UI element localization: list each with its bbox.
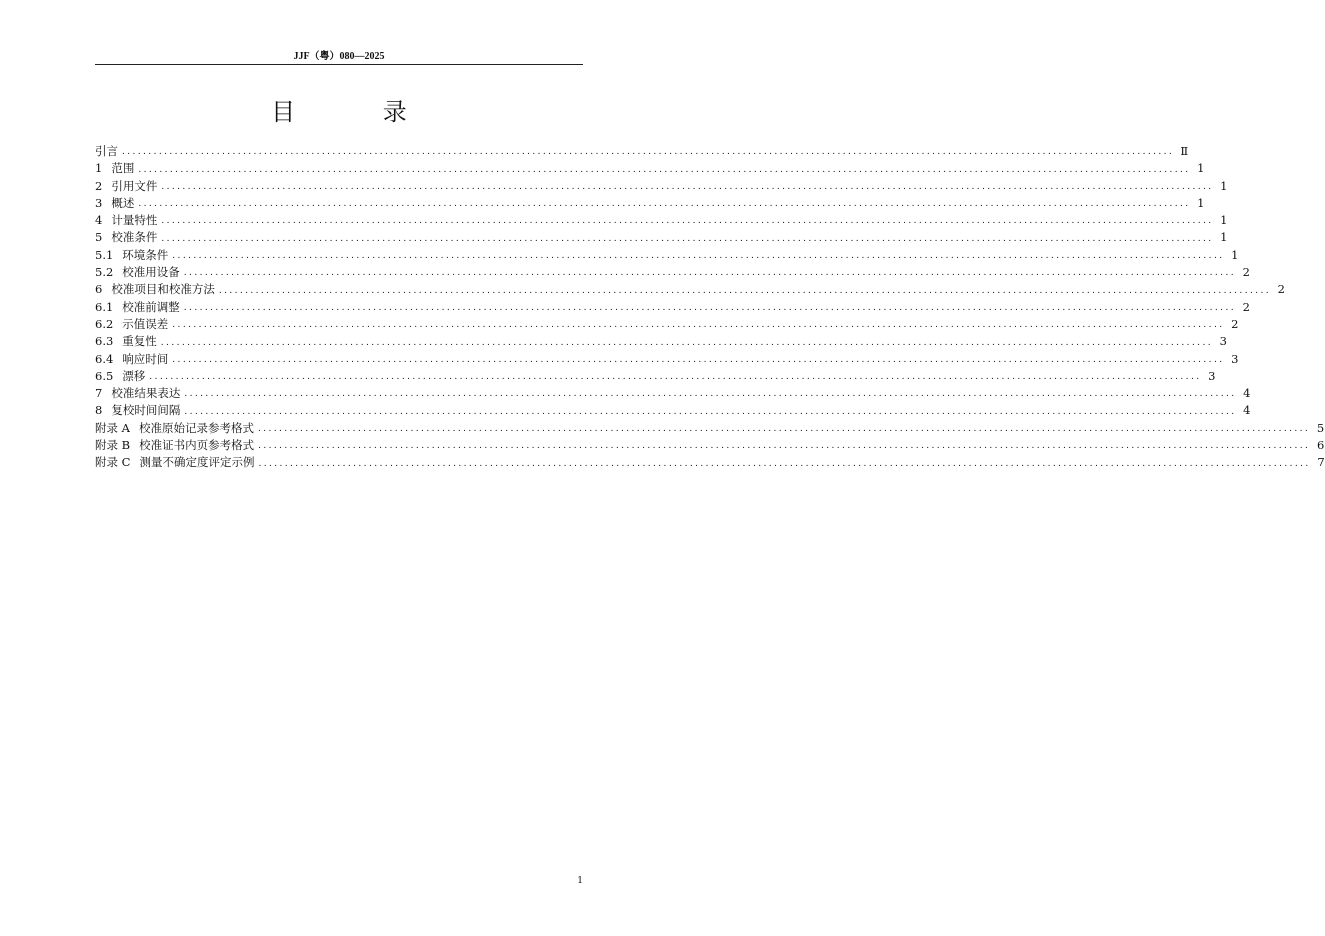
toc-entry-page: 3: [1219, 334, 1227, 349]
toc-entry-page: 4: [1243, 386, 1251, 401]
toc-entry[interactable]: [95, 420, 1325, 437]
toc-leader-dots: ........................................................................................................................................................................................................: [172, 354, 1225, 365]
toc-entry-label: 引言: [95, 144, 118, 158]
toc-entry-number: 7: [95, 386, 103, 401]
toc-entry-page: 1: [1197, 195, 1205, 210]
toc-leader-dots: ........................................................................................................................................................................................................: [172, 251, 1225, 262]
toc-entry-page: 2: [1277, 282, 1285, 297]
page-number: 1: [577, 876, 583, 886]
toc-entry-page: 7: [1317, 455, 1325, 470]
toc-entry[interactable]: [95, 402, 1251, 419]
toc-entry[interactable]: [95, 333, 1227, 350]
toc-entry-number: 2: [95, 178, 103, 193]
toc-entry-number: 附录 A: [95, 420, 130, 435]
toc-entry-label: 校准原始记录参考格式: [138, 420, 254, 435]
toc-entry[interactable]: [95, 385, 1251, 402]
toc-entry-number: 6.1: [95, 299, 114, 314]
toc-leader-dots: ........................................................................................................................................................................................................: [257, 424, 1311, 435]
toc-leader-dots: ........................................................................................................................................................................................................: [160, 337, 1213, 348]
toc-entry-label: 复校时间间隔: [111, 403, 181, 418]
toc-entry-number: 5.1: [95, 247, 114, 262]
toc-entry-number: 附录 B: [95, 438, 131, 453]
toc-entry[interactable]: [95, 368, 1216, 385]
toc-entry-label: 校准条件: [111, 230, 158, 245]
toc-leader-dots: ........................................................................................................................................................................................................: [258, 441, 1311, 452]
toc-entry-number: 5.2: [95, 265, 114, 280]
toc-leader-dots: ........................................................................................................................................................................................................: [184, 389, 1237, 400]
toc-entry-label: 计量特性: [111, 213, 158, 228]
toc-leader-dots: ........................................................................................................................................................................................................: [161, 233, 1214, 244]
toc-entry-page: 1: [1220, 230, 1228, 245]
toc-entry-number: 3: [95, 195, 103, 210]
toc-leader-dots: ........................................................................................................................................................................................................: [184, 406, 1237, 417]
toc-entry-page: 1: [1231, 247, 1239, 262]
toc-entry-number: 附录 C: [95, 455, 131, 470]
page-title: 目 录: [271, 98, 447, 126]
toc-entry-label: 响应时间: [122, 351, 169, 366]
toc-entry-label: 校准结果表达: [111, 386, 181, 401]
header-divider: [95, 64, 583, 65]
toc-entry-number: 8: [95, 403, 103, 418]
toc-entry[interactable]: [95, 264, 1250, 281]
toc-leader-dots: ........................................................................................................................................................................................................: [138, 164, 1191, 175]
toc-entry-page: 1: [1220, 178, 1228, 193]
toc-entry-page: 1: [1197, 161, 1205, 176]
toc-entry-label: 环境条件: [122, 247, 169, 262]
toc-entry[interactable]: [95, 454, 1325, 471]
toc-entry-number: 6.2: [95, 316, 114, 331]
toc-entry-number: 6.4: [95, 351, 114, 366]
toc-entry-number: 1: [95, 161, 103, 176]
toc-entry-page: Ⅱ: [1180, 144, 1189, 158]
toc-entry-label: 测量不确定度评定示例: [139, 455, 255, 470]
toc-entry-page: 2: [1242, 265, 1250, 280]
toc-entry[interactable]: [95, 437, 1325, 454]
toc-entry[interactable]: [95, 178, 1228, 195]
toc-entry[interactable]: [95, 212, 1228, 229]
toc-leader-dots: ........................................................................................................................................................................................................: [161, 181, 1214, 192]
toc-entry-label: 引用文件: [111, 178, 158, 193]
toc-entry-page: 3: [1208, 368, 1216, 383]
toc-entry[interactable]: [95, 160, 1205, 177]
toc-leader-dots: ........................................................................................................................................................................................................: [161, 216, 1214, 227]
toc-entry-number: 6: [95, 282, 103, 297]
toc-entry-number: 5: [95, 230, 103, 245]
toc-entry-label: 示值误差: [122, 316, 169, 331]
table-of-contents: [95, 143, 1325, 472]
toc-leader-dots: ........................................................................................................................................................................................................: [149, 372, 1202, 383]
toc-entry-number: 4: [95, 213, 103, 228]
toc-entry-page: 1: [1220, 213, 1228, 228]
toc-entry[interactable]: [95, 281, 1285, 298]
toc-entry[interactable]: [95, 247, 1239, 264]
toc-leader-dots: ........................................................................................................................................................................................................: [122, 147, 1175, 158]
toc-entry[interactable]: [95, 143, 1189, 160]
toc-leader-dots: ........................................................................................................................................................................................................: [138, 199, 1191, 210]
toc-entry-page: 5: [1316, 420, 1325, 435]
toc-entry-page: 3: [1231, 351, 1239, 366]
toc-leader-dots: ........................................................................................................................................................................................................: [172, 320, 1225, 331]
toc-leader-dots: ........................................................................................................................................................................................................: [218, 285, 1271, 296]
toc-entry-page: 6: [1316, 438, 1325, 453]
toc-entry-label: 校准证书内页参考格式: [139, 438, 255, 453]
toc-entry-page: 4: [1243, 403, 1251, 418]
toc-entry[interactable]: [95, 351, 1239, 368]
toc-entry-label: 校准用设备: [122, 265, 180, 280]
toc-entry-label: 校准前调整: [122, 299, 180, 314]
toc-entry-label: 校准项目和校准方法: [111, 282, 215, 297]
toc-entry-label: 漂移: [122, 368, 146, 383]
toc-entry-label: 重复性: [122, 334, 157, 349]
toc-entry[interactable]: [95, 299, 1250, 316]
toc-entry-label: 范围: [111, 161, 135, 176]
toc-entry[interactable]: [95, 195, 1205, 212]
document-header: JJF（粤）080—2025: [293, 51, 385, 62]
toc-entry-page: 2: [1231, 316, 1239, 331]
toc-entry-number: 6.3: [95, 334, 114, 349]
toc-entry-label: 概述: [111, 195, 135, 210]
toc-leader-dots: ........................................................................................................................................................................................................: [183, 302, 1236, 313]
toc-leader-dots: ........................................................................................................................................................................................................: [183, 268, 1236, 279]
toc-entry-page: 2: [1242, 299, 1250, 314]
toc-entry[interactable]: [95, 229, 1228, 246]
toc-entry-number: 6.5: [95, 368, 114, 383]
toc-entry[interactable]: [95, 316, 1239, 333]
toc-leader-dots: ........................................................................................................................................................................................................: [258, 458, 1311, 469]
